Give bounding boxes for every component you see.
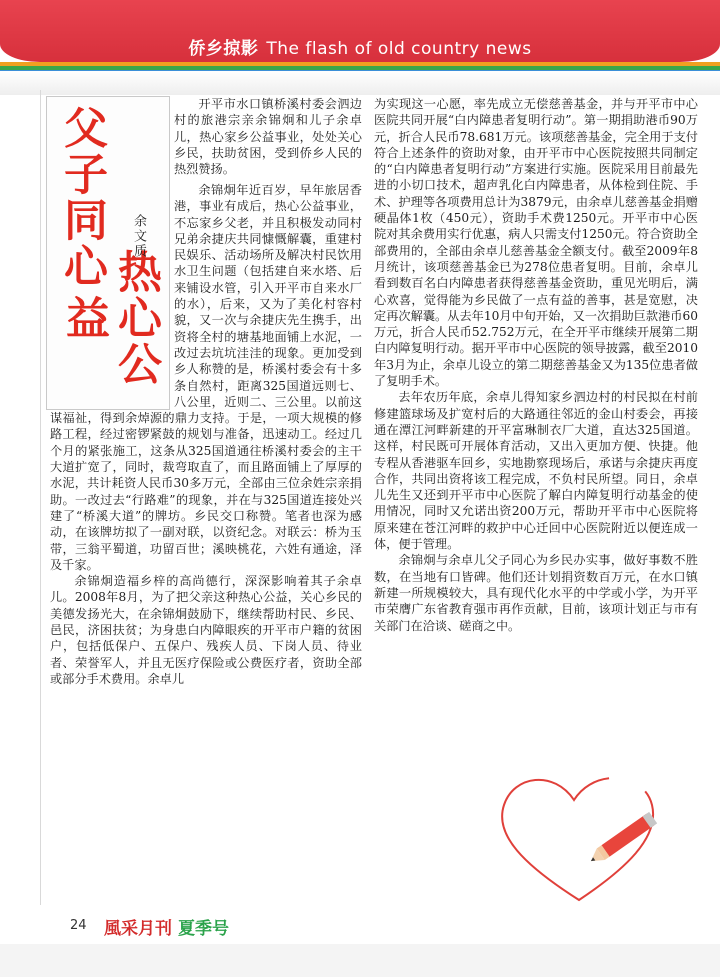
paragraph-2-continued: 谋福祉，得到余焯源的鼎力支持。于是，一项大规模的修路工程，经过密锣紧鼓的规划与准备，迅速动工。经过几个月的紧张施工，这条从325国道通往桥溪村委会的主干大道扩宽了，同时，裁弯取直了，而且路面铺上了厚厚的水泥，共计耗资人民币30多万元，全部由三位余姓宗亲捐助。一改过去“行路难”的现象，并在与325国道连接处兴建了“桥溪大道”的牌坊。乡民交口称赞。笔者也深为感动，在该牌坊拟了一副对联，以资纪念。对联云：桥为玉带，三翁平蜀道，功留百世；溪映桃花，六姓有通途，泽及千家。 [50,411,362,572]
paragraph-3: 余锦炯造福乡梓的高尚德行，深深影响着其子余卓儿。2008年8月，为了把父亲这种热心公益，关心乡民的美德发扬光大，在余锦炯鼓励下，继续帮助村民、乡民、邑民，济困扶贫；为身患白内障眼疾的开平市户籍的贫困户，包括低保户、五保户、残疾人员、下岗人员、待业者、荣誉军人，并且无医疗保险或公费医疗者，资助全部或部分手术费用。余卓儿 [50,574,362,686]
article-column-1-upper [174,182,362,410]
article-title-part1: 父子同心 [56,105,107,289]
article-column-1-top [174,96,362,177]
issue-label: 夏季号 [178,919,229,939]
heart-pencil-illustration [484,760,674,920]
paragraph-5: 去年农历年底，余卓儿得知家乡泗边村的村民拟在村前修建篮球场及扩宽村后的大路通往邻近的金山村委会，再接通在潭江河畔新建的开平富琳制衣厂大道，直达325国道。这样，村民既可开展体育活动，又出入更加方便、快捷。他专程从香港驱车回乡，实地勘察现场后，承诺与余捷庆再度合作，共同出资将该工程完成，不负村民所望。同日，余卓儿先生又还到开平市中心医院了解白内障复明行动基金的使用情况，同时又允诺出资200万元，帮助开平市中心医院将原来建在苍江河畔的救护中心迁回中心医院附近以便连成一体，便于管理。 [374,390,698,552]
article-title-part2: 热心公益 [58,249,161,387]
left-margin-rule [40,90,41,905]
paragraph-4: 为实现这一心愿，率先成立无偿慈善基金，并与开平市中心医院共同开展“白内障患者复明行动”。第一期捐助港币90万元，折合人民币78.681万元。该项慈善基金，完全用于支付符合上述条件的资助对象，由开平市中心医院按照共同制定的“白内障患者复明行动”方案进行实施。医院采用目前最先进的小切口技术，超声乳化白内障患者，从体检到住院、手术、护理等各项费用总计为3879元，由余卓儿慈善基金捐赠硬晶体1枚（450元），资助手术费1250元。开平市中心医院对其余费用实行优惠，病人只需支付1250元。符合资助全部费用的，全部由余卓儿慈善基金全额支付。截至2009年8月统计，该项慈善基金已为278位患者复明。目前，余卓儿看到数百名白内障患者获得慈善基金资助，重见光明后，满心欢喜，觉得能为乡民做了一点有益的善事，甚是宽慰，决定再次解囊。从去年10月中旬开始，又一次捐助巨款港币60万元，折合人民币52.752万元，在全开平市继续开展第二期白内障复明行动。据开平市中心医院的领导披露，截至2010年3月为止，余卓儿设立的第二期慈善基金又为135位患者做了复明手术。 [374,97,698,389]
section-title [0,34,720,59]
article-title-box [46,96,170,410]
magazine-title: 風采月刊 [104,919,172,939]
article-column-2 [374,96,698,756]
article-author: 余文质 [131,214,146,259]
section-title-en: The flash of old country news [266,39,532,59]
page-number: 24 [70,918,87,933]
paragraph-6: 余锦炯与余卓儿父子同心为乡民办实事，做好事数不胜数，在当地有口皆碑。他们还计划捐资数百万元，在水口镇新建一所规模较大，具有现代化水平的中学或小学，为开平市荣膺广东省教育强市再作贡献，目前，该项计划正与市有关部门在洽谈、磋商之中。 [374,553,698,633]
footer-band [0,944,720,977]
section-title-cn: 侨乡掠影 [188,39,259,59]
paragraph-2-start: 余锦炯年近百岁，早年旅居香港，事业有成后，热心公益事业，不忘家乡父老，并且积极发动同村兄弟余捷庆共同慷慨解囊，重建村民娱乐、活动场所及解决村民饮用水卫生问题（包括建自来水塔、后来铺设水管，引入开平市自来水厂的水），后来，又为了美化村容村貌，又一次与余捷庆先生携手，出资将全村的塘基地面铺上水泥，一改过去坑坑洼洼的现象。更加受到乡人称赞的是，桥溪村委会有十多条自然村，距离325国道远则七、八公里，近则二、三公里。以前这 [174,183,362,409]
article-column-1-lower [50,410,362,905]
header-banner [0,0,720,62]
magazine-name [104,914,229,939]
header-shadow-bar [0,71,720,95]
paragraph-1: 开平市水口镇桥溪村委会泗边村的旅港宗亲余锦炯和儿子余卓儿，热心家乡公益事业，处处关心乡民，扶助贫困，受到侨乡人民的热烈赞扬。 [174,97,362,177]
